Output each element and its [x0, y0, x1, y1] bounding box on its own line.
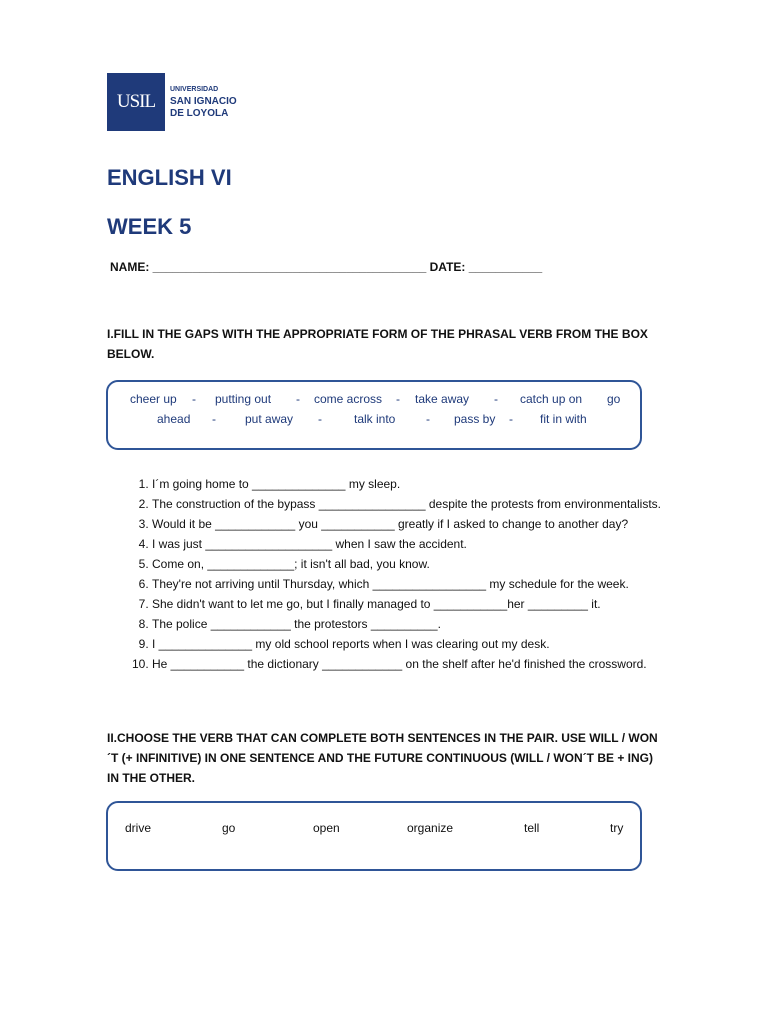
university-logo [107, 73, 237, 131]
word: go [607, 392, 621, 406]
separator: - [494, 392, 498, 406]
separator: - [212, 412, 216, 426]
word: come across [314, 392, 383, 406]
verb: drive [125, 821, 152, 835]
word: talk into [354, 412, 396, 426]
word: catch up on [520, 392, 583, 406]
section1-instruction: I.FILL IN THE GAPS WITH THE APPROPRIATE FORM OF THE PHRASAL VERB FROM THE BOX BELOW. [107, 327, 648, 361]
exercise-item: 7. She didn't want to let me go, but I finally managed to ___________her _________ it. [152, 594, 704, 614]
logo-mark: USIL [107, 73, 165, 131]
separator: - [192, 392, 196, 406]
separator: - [396, 392, 400, 406]
word: ahead [157, 412, 191, 426]
exercise-item: 10. He ___________ the dictionary ____________ on the shelf after he'd finished the crossword. [152, 654, 704, 674]
separator: - [509, 412, 513, 426]
verb: tell [524, 821, 540, 835]
word: fit in with [540, 412, 587, 426]
word: cheer up [130, 392, 177, 406]
logo-line-2: SAN IGNACIO [170, 96, 237, 107]
verb: organize [407, 821, 454, 835]
section2-instruction: II.CHOOSE THE VERB THAT CAN COMPLETE BOTH SENTENCES IN THE PAIR. USE WILL / WON´T (+ INFINITIVE) IN ONE SENTENCE AND THE FUTURE CONTINUOUS (WILL / WON´T BE + ING) IN THE OTHER. [107, 731, 658, 785]
exercise-item: 2. The construction of the bypass ________________ despite the protests from environmentalists. [152, 494, 704, 514]
exercise-item: 8. The police ____________ the protestors __________. [152, 614, 704, 634]
exercise-item: 6. They're not arriving until Thursday, which _________________ my schedule for the week. [152, 574, 704, 594]
logo-line-3: DE LOYOLA [170, 108, 229, 119]
word: take away [415, 392, 470, 406]
exercise-list [110, 474, 704, 674]
logo-line-1: UNIVERSIDAD [170, 86, 219, 93]
word: put away [245, 412, 294, 426]
exercise-item: 3. Would it be ____________ you ___________ greatly if I asked to change to another day? [152, 514, 704, 534]
verb-box [106, 801, 642, 871]
exercise-item: 9. I ______________ my old school reports when I was clearing out my desk. [152, 634, 704, 654]
name-date-line: NAME: _________________________________________ DATE: ___________ [110, 260, 543, 274]
verb: try [610, 821, 624, 835]
week-title: WEEK 5 [107, 214, 192, 239]
word: pass by [454, 412, 496, 426]
course-title: ENGLISH VI [107, 165, 232, 190]
exercise-item: 5. Come on, _____________; it isn't all bad, you know. [152, 554, 704, 574]
verb: go [222, 821, 236, 835]
separator: - [296, 392, 300, 406]
separator: - [426, 412, 430, 426]
logo-text [170, 84, 237, 120]
verb: open [313, 821, 340, 835]
phrasal-verb-box [106, 380, 642, 450]
separator: - [318, 412, 322, 426]
word: putting out [215, 392, 272, 406]
exercise-item: 4. I was just ___________________ when I saw the accident. [152, 534, 704, 554]
exercise-item: 1. I´m going home to ______________ my sleep. [152, 474, 704, 494]
